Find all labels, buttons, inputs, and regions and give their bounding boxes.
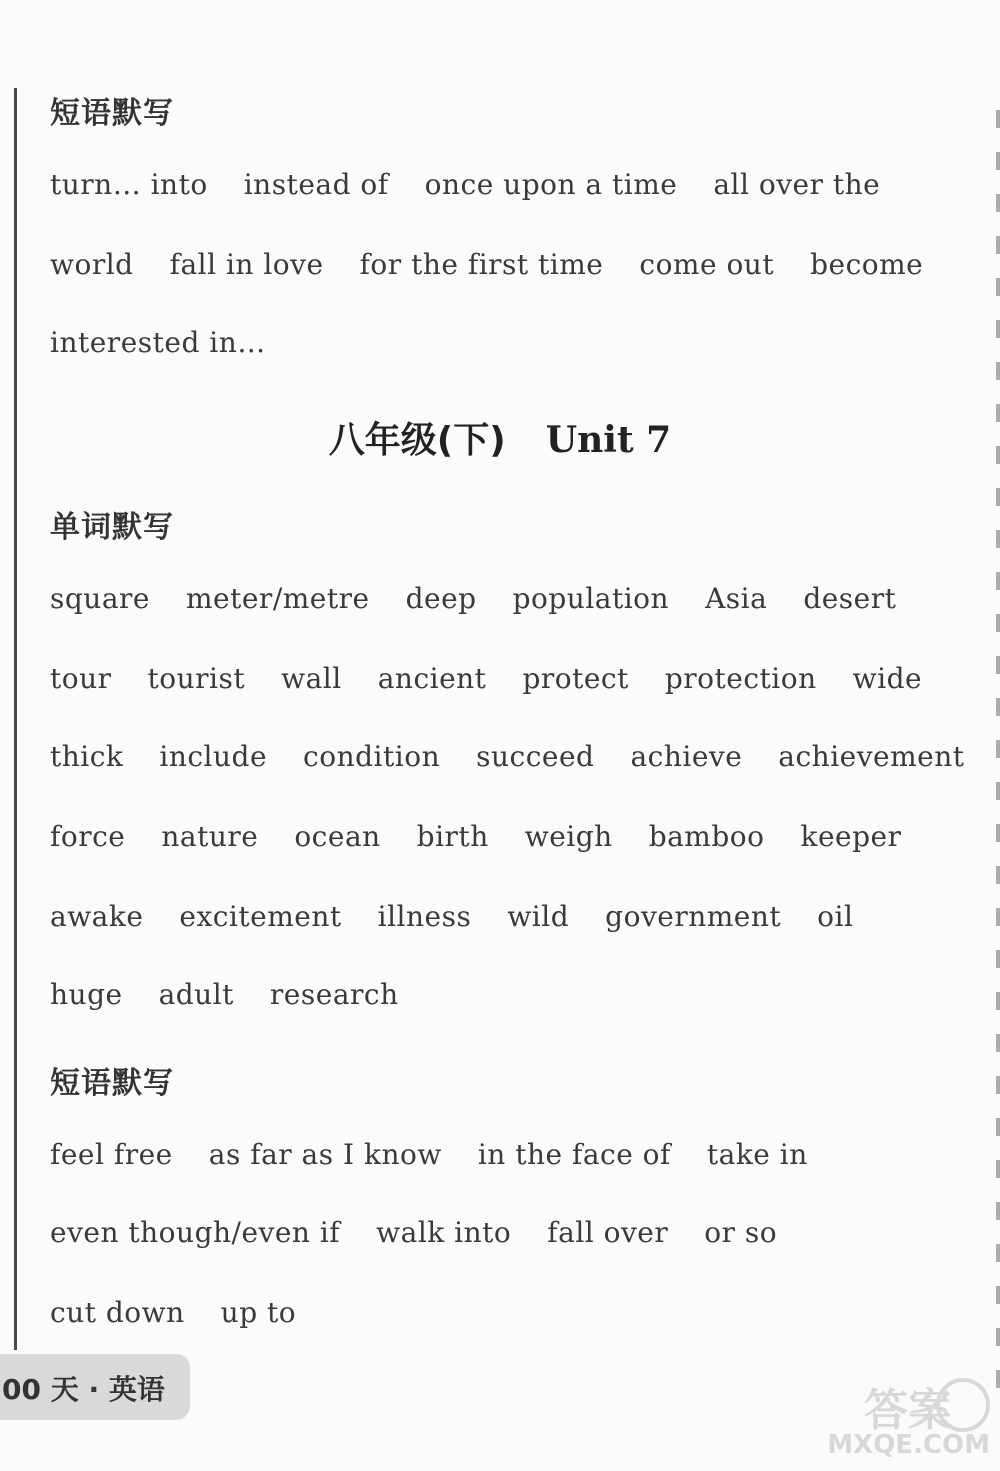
vocab-item: bamboo — [648, 820, 765, 853]
vocab-item: research — [269, 978, 399, 1011]
vocab-item: awake — [50, 900, 144, 933]
vocab-item: for the first time — [359, 248, 604, 281]
watermark-url: MXQE.COM — [827, 1430, 990, 1460]
vocab-item: force — [50, 820, 126, 853]
vocab-item: cut down — [50, 1296, 185, 1329]
vocab-item: illness — [377, 900, 472, 933]
vocab-item: ocean — [294, 820, 381, 853]
vocab-item: desert — [803, 582, 897, 615]
vocab-item: government — [605, 900, 782, 933]
vocab-item: feel free — [50, 1138, 173, 1171]
left-margin-rule — [14, 88, 17, 1350]
vocab-item: keeper — [800, 820, 902, 853]
section-heading-phrases-2: 短语默写 — [50, 1066, 174, 1101]
vocab-line — [50, 820, 902, 853]
vocab-item: instead of — [243, 168, 389, 201]
vocab-line — [50, 740, 965, 773]
vocab-item: Asia — [705, 582, 768, 615]
vocab-item: huge — [50, 978, 123, 1011]
vocab-line — [50, 900, 853, 933]
vocab-item: protection — [664, 662, 817, 695]
vocab-item: thick — [50, 740, 124, 773]
vocab-item: ancient — [377, 662, 487, 695]
vocab-item: achieve — [630, 740, 743, 773]
vocab-item: become — [810, 248, 924, 281]
vocab-line — [50, 1216, 777, 1249]
grade-label: 八年级(下) — [328, 420, 506, 461]
vocab-item: weigh — [524, 820, 613, 853]
vocab-item: square — [50, 582, 150, 615]
vocab-item: fall over — [547, 1216, 669, 1249]
vocab-item: or so — [704, 1216, 778, 1249]
vocab-item: come out — [639, 248, 775, 281]
unit-label: Unit 7 — [545, 419, 672, 461]
vocab-item: oil — [817, 900, 854, 933]
footer-label: 00 天 · 英语 — [2, 1373, 165, 1406]
vocab-line — [50, 582, 896, 615]
vocab-item: as far as I know — [208, 1138, 442, 1171]
vocab-item: wild — [507, 900, 570, 933]
vocab-line — [50, 1296, 296, 1329]
vocab-item: wall — [281, 662, 342, 695]
vocab-line — [50, 168, 880, 201]
vocab-item: birth — [416, 820, 489, 853]
watermark-brand: 答案 — [864, 1385, 952, 1436]
unit-title — [0, 412, 1000, 463]
vocab-item: all over the — [713, 168, 881, 201]
vocab-item: nature — [161, 820, 259, 853]
vocab-item: deep — [405, 582, 477, 615]
vocab-item: turn… into — [50, 168, 208, 201]
vocab-line — [50, 326, 266, 359]
vocab-line — [50, 248, 923, 281]
vocab-line — [50, 1138, 808, 1171]
vocab-item: include — [159, 740, 268, 773]
vocab-item: up to — [220, 1296, 297, 1329]
vocab-item: population — [512, 582, 670, 615]
vocab-item: adult — [158, 978, 234, 1011]
section-heading-words: 单词默写 — [50, 510, 174, 545]
vocab-item: wide — [852, 662, 923, 695]
vocab-item: achievement — [778, 740, 965, 773]
vocab-item: condition — [303, 740, 441, 773]
vocab-item: succeed — [476, 740, 595, 773]
vocab-item: meter/metre — [185, 582, 370, 615]
vocab-line — [50, 662, 922, 695]
vocab-item: tour — [50, 662, 112, 695]
vocab-item: even though/even if — [50, 1216, 341, 1249]
watermark-logo — [810, 1372, 990, 1464]
vocab-item: world — [50, 248, 134, 281]
vocab-item: walk into — [376, 1216, 512, 1249]
vocab-item: once upon a time — [424, 168, 678, 201]
vocab-item: protect — [522, 662, 629, 695]
vocab-item: tourist — [147, 662, 246, 695]
right-binding-edge — [996, 110, 1000, 1410]
vocab-item: interested in… — [50, 326, 266, 359]
section-heading-phrases-1: 短语默写 — [50, 96, 174, 131]
vocab-item: excitement — [179, 900, 342, 933]
vocab-item: in the face of — [477, 1138, 671, 1171]
vocab-item: fall in love — [169, 248, 324, 281]
vocab-item: take in — [706, 1138, 808, 1171]
vocab-line — [50, 978, 399, 1011]
